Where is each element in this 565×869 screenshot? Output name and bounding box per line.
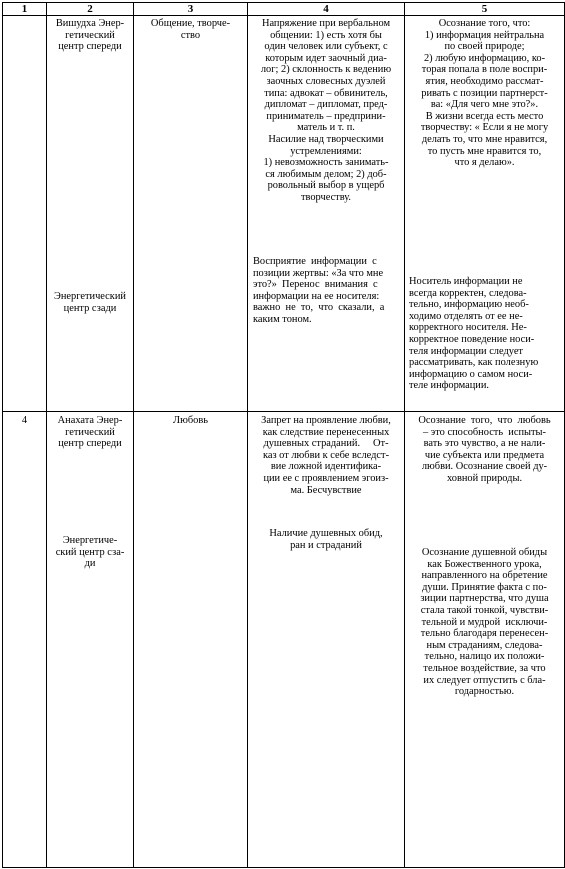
row2-awareness-front: Осознание того, что любовь – это способность испыты- вать это чувство, а не нали- чие субъекта или предмета любви. Осознание своей ду- ховной природы.	[418, 415, 551, 484]
row2-problems-back: Наличие душевных обид, ран и страданий	[269, 528, 383, 551]
row1-awareness-front: Осознание того, что: 1) информация нейтральна по своей природе; 2) любую информацию, ко- торая попала в поле воспри- ятия, необходимо рассмат- ривать с позиции партнерст- ва: «Для чего мне это?». В жизни всегда есть место творчеству: « Если я не могу делать то, что мне нравится, то пусть мне нравится то, что я делаю».	[420, 18, 549, 169]
row2-center-front: Анахата Энер- гетический центр спереди	[57, 415, 123, 450]
row1-center-back: Энергетический центр сзади	[54, 291, 126, 314]
column-border	[133, 2, 134, 868]
row2-problems-front: Запрет на проявление любви, как следствие перенесенных душевных страданий. От- каз от любви к себе вследст- вие ложной идентифика- ции ее с проявлением эгоиз- ма. Бесчувствие	[261, 415, 391, 496]
row1-theme: Общение, творче- ство	[150, 18, 231, 41]
row-separator	[2, 411, 564, 412]
header-col-3: 3	[187, 3, 194, 15]
row2-number: 4	[21, 415, 28, 426]
row1-awareness-back: Носитель информации не всегда корректен, следова- тельно, информацию необ- ходимо отделять от ее не- корректного носителя. Не- корректное поведение носи- теля информации следует рассматривать, как полезную информацию о самом носи- теле информации.	[409, 276, 539, 392]
header-bottom-border	[2, 15, 564, 16]
row2-center-back: Энергетиче- ский центр сза- ди	[55, 535, 125, 570]
header-col-1: 1	[21, 3, 28, 15]
table-bottom-border	[2, 867, 564, 868]
row1-problems-front: Напряжение при вербальном общении: 1) есть хотя бы один человек или субъект, с которым идет заочный диа- лог; 2) склонность к ведению заочных словесных дуэлей типа: адвокат – обвинитель, дипломат – дипломат, пред- приниматель – предприни- матель и т. п. Насилие над творческими устремлениями: 1) невозможность занимать- ся любимым делом; 2) доб- ровольный выбор в ущерб творчеству.	[260, 18, 392, 203]
header-col-4: 4	[323, 3, 329, 15]
column-border	[2, 2, 3, 868]
row1-center-front: Вишудха Энер- гетический центр спереди	[55, 18, 125, 53]
header-col-2: 2	[87, 3, 93, 15]
row2-awareness-back: Осознание душевной обиды как Божественного урока, направленного на обретение души. Принятие факта с по- зиции партнерства, что душа стала такой тонкой, чувстви- тельной и мудрой исключи- тельно благодаря перенесен- ным страданиям, следова- тельно, налицо их положи- тельное воздействие, за что их следует отпустить с бла- годарностью.	[420, 547, 549, 698]
row2-theme: Любовь	[173, 415, 208, 426]
row1-problems-back: Восприятие информации с позиции жертвы: «За что мне это?» Перенос внимания с информации на ее носителя: важно не то, что сказали, а каким тоном.	[253, 256, 385, 325]
header-col-5: 5	[481, 3, 488, 15]
